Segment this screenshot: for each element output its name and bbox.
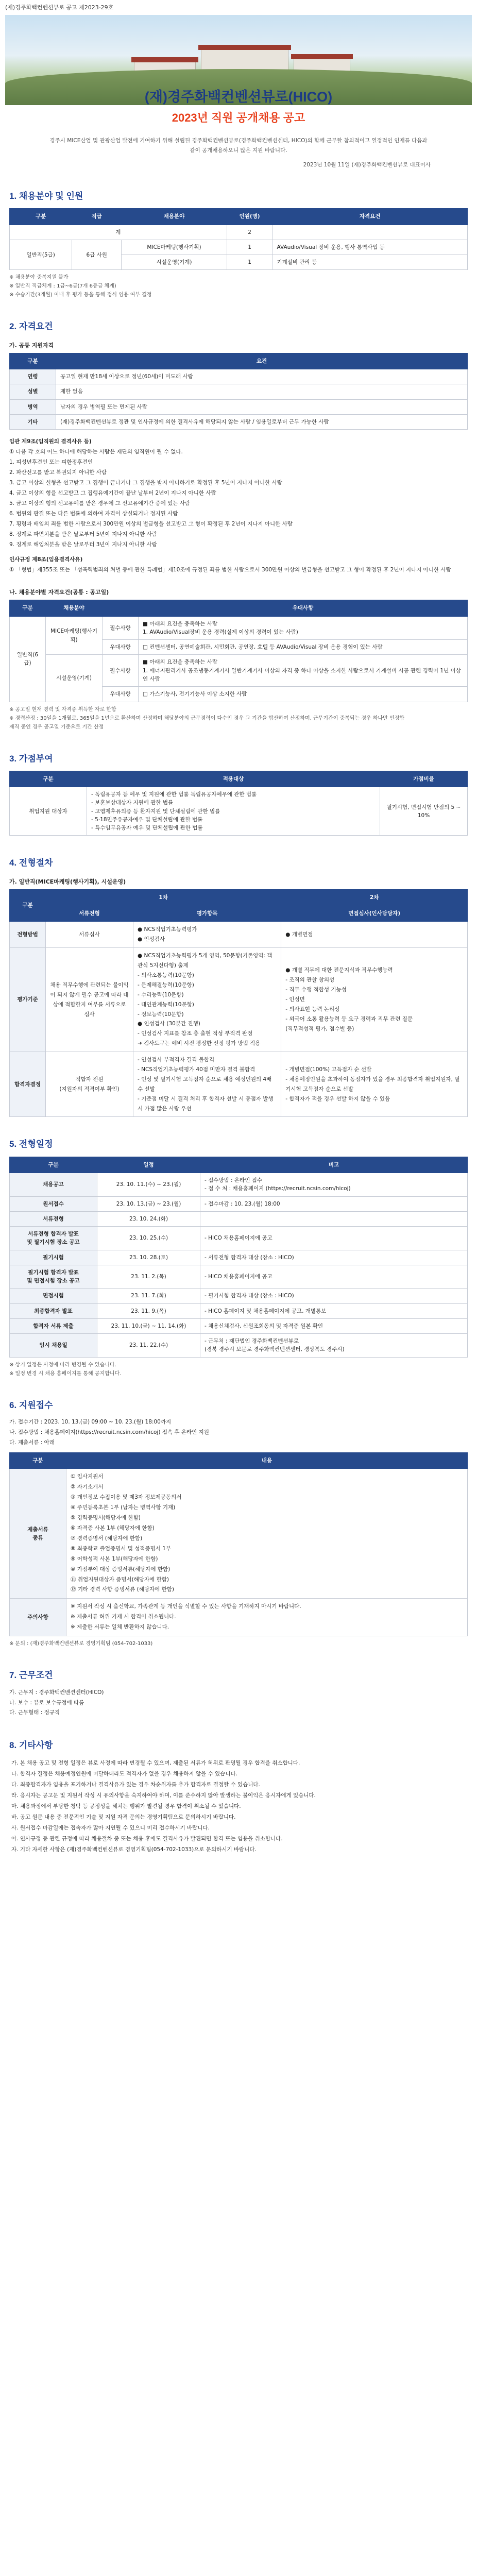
- misc-list: [9, 1758, 468, 1855]
- row-date: 23. 11. 9.(목): [97, 1303, 200, 1318]
- section-working-conditions: [9, 1669, 468, 1718]
- type-cell: 우대사항: [103, 687, 139, 702]
- table-row: [10, 225, 468, 240]
- row-key: 평가기준: [10, 948, 46, 1052]
- col-header: 직급: [72, 209, 122, 225]
- row-key: 주의사항: [10, 1599, 66, 1636]
- note-line: 재직 중인 경우 공고일 기준으로 기간 산정: [9, 724, 104, 730]
- disq-item: 7. 횡령과 배임의 죄를 범한 사람으로서 300만원 이상의 벌금형을 선고받고 그 형이 확정된 후 2년이 지나지 아니한 사람: [9, 520, 293, 527]
- row-date: 23. 11. 22.(수): [97, 1334, 200, 1358]
- section-title: 3. 가점부여: [9, 753, 53, 764]
- disq-item: 1. 피성년후견인 또는 피한정후견인: [9, 459, 93, 466]
- total-label: 계: [10, 225, 227, 240]
- note-line: ※ 일반직 직급체계 : 1급~6급(7개 6등급 체계): [9, 283, 116, 290]
- row-note: - 접수방법 : 온라인 접수 - 접 수 처 : 채용홈페이지 (https://recruit.ncsin.com/hicoj): [200, 1173, 468, 1197]
- disq-item: 9. 징계로 해임처분을 받은 날로부터 3년이 지나지 아니한 사람: [9, 541, 157, 548]
- row-date: 23. 10. 25.(수): [97, 1227, 200, 1250]
- col-header: 구분: [10, 209, 72, 225]
- row-note: - 필기시험 합격자 대상 (장소 : HICO): [200, 1289, 468, 1303]
- table-row: [10, 1173, 468, 1197]
- table-row: [10, 369, 468, 384]
- application-lines: [9, 1417, 468, 1448]
- table-row: [10, 1599, 468, 1636]
- schedule-table: [9, 1157, 468, 1358]
- row-key: 병역: [10, 399, 56, 414]
- text-cell: □ 컨벤션센터, 공연예술회관, 시민회관, 공연장, 호텔 등 AVAudio/Visual 장비 운용 경험이 있는 사람: [139, 640, 468, 655]
- list-item: 가. 본 채용 공고 및 전형 일정은 뷰로 사정에 따라 변경될 수 있으며, 제출된 서류가 허위로 판명될 경우 합격을 취소합니다.: [11, 1759, 300, 1766]
- target-item: - 고엽제후유의증 등 환자지원 및 단체설립에 관한 법률: [91, 808, 220, 815]
- targets-cell: [87, 787, 380, 836]
- row-value: 공고일 현재 만18세 이상으로 정년(60세)이 미도래 사람: [56, 369, 468, 384]
- cell: ● 개별 직무에 대한 전문지식과 직무수행능력 - 조직의 관찰 창의성 - 직무 수행 적합성 기능성 - 인성면 - 의사표현 능력 논리성 - 외국어 소통 활용능력 등 요구 경력과 직무 관련 질문 (직무적성적 평가, 점수별 등): [281, 948, 468, 1052]
- rule-text: ① 「형법」제355조 또는 「성폭력범죄의 처벌 등에 관한 특례법」제10조에 규정된 죄를 범한 사람으로서 300만원 이상의 벌금형을 선고받고 그 형이 확정된 후 2년이 지나지 아니한 사람: [9, 567, 451, 573]
- req-cell: 기계설비 관리 등: [272, 255, 468, 270]
- title-block: [0, 87, 477, 127]
- row-value: ① 입사지원서 ② 자기소개서 ③ 개인정보 수집이용 및 제3자 정보제공동의서 ④ 주민등록초본 1부 (남자는 병역사항 기재) ⑤ 경력증명서(해당자에 한함) ⑥ 자격증 사본 1부 (해당자에 한함) ⑦ 경력증명서 (해당자에 한함) ⑧ 최종학교 졸업증명서 및 성적증명서 1부 ⑨ 어학성적 사본 1부(해당자에 한함) ⑩ 가점부여 대상 증빙서류(해당자에 한함) ⑪ 취업지원대상자 증명서(해당자에 한함) ⑫ 기타 경력 사항 증빙서류 (해당자에 한함): [66, 1469, 468, 1599]
- cell: ● 개별면접: [281, 922, 468, 948]
- field-qual-table: [9, 600, 468, 702]
- col-header: 구분: [10, 1157, 97, 1173]
- line[interactable]: 나. 접수방법 : 채용홈페이지(https://recruit.ncsin.com/hicoj) 접속 후 온라인 지원: [9, 1429, 209, 1436]
- table-row: [10, 240, 468, 255]
- contact-note: ※ 문의 : (재)경주화백컨벤션뷰로 경영기획팀 (054-702-1033): [9, 1641, 153, 1647]
- row-key: 성별: [10, 384, 56, 399]
- row-key: 합격자 서류 제출: [10, 1318, 97, 1333]
- notice-number: (재)경주화백컨벤션뷰로 공고 제2023-29호: [5, 4, 114, 11]
- line: 다. 제출서류 : 아래: [9, 1439, 55, 1446]
- field-cell: MICE마케팅(행사기획): [122, 240, 227, 255]
- table-row: [10, 1469, 468, 1599]
- row-date: 23. 11. 7.(화): [97, 1289, 200, 1303]
- col-header: 2차: [281, 889, 468, 905]
- section-title: 2. 자격요건: [9, 321, 53, 332]
- org-title: (재)경주화백컨벤션뷰로(HICO): [144, 89, 333, 105]
- list-item: 라. 응시자는 공고문 및 지원서 작성 시 유의사항을 숙지하여야 하며, 이를 준수하지 않아 발생하는 불이익은 응시자에게 있습니다.: [11, 1792, 316, 1799]
- section-recruitment-field: [9, 190, 468, 299]
- table-row: [10, 399, 468, 414]
- text-cell: ■ 아래의 요건을 충족하는 사람 1. 에너지관리기사 공조냉동기계기사 일반기계기사 이상의 자격 중 하나 이상을 소지한 사람으로서 기계설비 시공 관련 경력이 1년 이상인 사람: [139, 655, 468, 687]
- disq-item: 4. 금고 이상의 형을 선고받고 그 집행유예기간이 끝난 날부터 2년이 지나지 아니한 사람: [9, 489, 216, 496]
- row-value: ※ 지원서 작성 시 출신학교, 가족관계 등 개인을 식별할 수 있는 사항을 기재하지 마시기 바랍니다. ※ 제출서류 허위 기재 시 합격이 취소됩니다. ※ 제출한 서류는 일체 반환하지 않습니다.: [66, 1599, 468, 1636]
- table-row: [10, 1265, 468, 1289]
- col-header: 가점비율: [380, 771, 468, 787]
- cell: - 개별면접(100%) 고득점자 순 선발 - 채용예정인원을 초과하여 동점자가 있을 경우 최종합격자 취업지원자, 필기시험 고득점자 순으로 선발 - 합격자가 적을 경우 선발 하지 않을 수 있음: [281, 1052, 468, 1117]
- type-cell: 우대사항: [103, 640, 139, 655]
- col-header: [103, 600, 139, 616]
- row-note: - 접수마감 : 10. 23.(월) 18:00: [200, 1196, 468, 1211]
- note-line: ※ 일정 변경 시 채용 홈페이지를 통해 공지합니다.: [9, 1370, 122, 1377]
- cell: - 인성검사 부적격자 결격 불합격 - NCS직업기초능력평가 40점 미만자 결격 불합격 - 인성 및 필기시험 고득점자 순으로 채용 예정인원의 4배수 선발 - 기준점 미달 시 결격 처리 후 합격자 선발 시 동점자 발생 시 가점 많은 사람 우선: [133, 1052, 281, 1117]
- type-cell: 필수사항: [103, 655, 139, 687]
- disq-item: 2. 파산선고를 받고 복권되지 아니한 사람: [9, 469, 107, 476]
- intro-text: 경주시 MICE산업 및 관광산업 발전에 기여하기 위해 설립된 경주화백컨벤션뷰로(경주화백컨벤션센터, HICO)의 함께 근무할 참의적이고 열정적인 인재를 다음과 같이 공개채용하오니 많은 지원 바랍니다.: [49, 137, 428, 154]
- bonus-table: [9, 771, 468, 836]
- type-cell: 필수사항: [103, 616, 139, 640]
- col-header: 구분: [10, 1452, 66, 1468]
- table-row: [10, 1318, 468, 1333]
- documents-table: [9, 1452, 468, 1636]
- row-key: 서류전형: [10, 1211, 97, 1226]
- section-title: 4. 전형절차: [9, 858, 53, 868]
- notes: [9, 705, 468, 732]
- line: 나. 보수 : 뷰로 보수규정에 따름: [9, 1699, 84, 1706]
- note-line: ※ 수습기간(3개월) 이내 후 평가 등을 통해 정식 임용 여부 결정: [9, 292, 152, 298]
- row-note: - HICO 채용홈페이지에 공고: [200, 1227, 468, 1250]
- row-date: 23. 10. 11.(수) ~ 23.(월): [97, 1173, 200, 1197]
- disq-title: 임관 제9조(임직원의 결격사유 등): [9, 438, 92, 445]
- row-value: (재)경주화백컨벤션뷰로 정관 및 인사규정에 의한 결격사유에 해당되지 않는 사람 / 임용일로부터 근무 가능한 사람: [56, 414, 468, 429]
- sub-title: 가. 일반직(MICE마케팅(행사기획), 시설운영): [9, 878, 126, 885]
- notes: [9, 1361, 468, 1378]
- line: 가. 근무지 : 경주화백컨벤션센터(HICO): [9, 1689, 104, 1696]
- col-header: 내용: [66, 1452, 468, 1468]
- main-title: 2023년 직원 공개채용 공고: [172, 111, 305, 124]
- row-key: 필기시험 합격자 발표 및 면접시험 장소 공고: [10, 1265, 97, 1289]
- col-header: 일정: [97, 1157, 200, 1173]
- list-item: 마. 채용과정에서 부당한 청탁 등 공정성을 해치는 행위가 발견될 경우 합격이 취소될 수 있습니다.: [11, 1803, 241, 1809]
- list-item: 자. 기타 자세한 사항은 (재)경주화백컨벤션뷰로 경영기획팀(054-702-1033)으로 문의하시기 바랍니다.: [11, 1846, 257, 1853]
- rank-cell: 6급 사원: [72, 240, 122, 270]
- section-title: 7. 근무조건: [9, 1670, 53, 1681]
- total-count: 2: [227, 225, 272, 240]
- table-row: [10, 1250, 468, 1265]
- table-row: [10, 787, 468, 836]
- row-key: 제출서류 종류: [10, 1469, 66, 1599]
- group-cell: 일반직(6급): [10, 616, 46, 702]
- sub-title: 나. 채용분야별 자격요건(공통 : 공고일): [9, 589, 109, 596]
- row-key: 최종합격자 발표: [10, 1303, 97, 1318]
- recruitment-table: [9, 208, 468, 270]
- col-header: 1차: [46, 889, 281, 905]
- row-date: 23. 10. 13.(금) ~ 23.(월): [97, 1196, 200, 1211]
- row-key: 채용공고: [10, 1173, 97, 1197]
- cell: ● NCS직업기초능력평가 ● 인성검사: [133, 922, 281, 948]
- row-value: 남자의 경우 병역필 또는 면제된 사람: [56, 399, 468, 414]
- cell: 적합자 전원 (지원자의 적격여부 확인): [46, 1052, 133, 1117]
- row-note: [200, 1211, 468, 1226]
- col-header: 채용분야: [122, 209, 227, 225]
- row-key: 전형방법: [10, 922, 46, 948]
- section-misc: [9, 1739, 468, 1855]
- col-header: 우대사항: [139, 600, 468, 616]
- col-header: 구분: [10, 889, 46, 922]
- disq-item: ① 다음 각 호의 어느 하나에 해당하는 사람은 재단의 임직원이 될 수 없다.: [9, 449, 183, 455]
- row-date: 23. 10. 24.(화): [97, 1211, 200, 1226]
- col-header: 구분: [10, 600, 46, 616]
- note-line: ※ 공고일 현재 경력 및 자격증 취득한 자로 한함: [9, 706, 116, 713]
- list-item: 바. 공고 원문 내용 중 전문적인 기술 및 지원 자격 문의는 경영기획팀으로 문의하시기 바랍니다.: [11, 1814, 236, 1820]
- count-cell: 1: [227, 255, 272, 270]
- group-cell: 일반직(5급): [10, 240, 72, 270]
- row-key: 서류전형 합격자 발표 및 필기시험 장소 공고: [10, 1227, 97, 1250]
- field-cell: 시설운영(기계): [122, 255, 227, 270]
- table-row: [10, 922, 468, 948]
- disq-item: 3. 금고 이상의 실형을 선고받고 그 집행이 끝나거나 그 집행을 받지 아니하기로 확정된 후 5년이 지나지 아니한 사람: [9, 479, 282, 486]
- target-item: - 5·18민주유공자예우 및 단체설립에 관한 법률: [91, 816, 203, 823]
- list-item: 나. 합격자 결정은 채용예정인원에 미달하더라도 적격자가 없을 경우 채용하지 않을 수 있습니다.: [11, 1770, 237, 1777]
- table-row: [10, 655, 468, 687]
- section-title: 8. 기타사항: [9, 1740, 53, 1751]
- note-line: ※ 경력산정 : 30일을 1개월로, 365일을 1년으로 환산하며 산정하며 해당분야의 근무경력이 다수인 경우 그 기간을 합산하여 산정하며, 근무기간이 중복되는 경우 하나만 인정함: [9, 715, 404, 721]
- note-line: ※ 상기 일정은 사정에 따라 변경될 수 있습니다.: [9, 1362, 116, 1368]
- section-bonus-points: [9, 752, 468, 836]
- row-note: - 서류전형 합격자 대상 (장소 : HICO): [200, 1250, 468, 1265]
- rule-title: 인사규정 제8조(임용결격사유): [9, 556, 83, 563]
- section-title: 5. 전형일정: [9, 1139, 53, 1149]
- sub-title: 가. 공통 지원자격: [9, 342, 54, 349]
- row-key: 연령: [10, 369, 56, 384]
- target-item: - 특수임무유공자 예우 및 단체설립에 관한 법률: [91, 825, 203, 832]
- table-row: [10, 384, 468, 399]
- conditions-lines: [9, 1688, 468, 1719]
- list-item: 아. 인사규정 등 관련 규정에 따라 채용절차 중 또는 채용 후에도 결격사유가 발견되면 합격 또는 임용을 취소합니다.: [11, 1835, 283, 1842]
- row-key: 합격자결정: [10, 1052, 46, 1117]
- notes: [9, 273, 468, 299]
- row-key: 면접시험: [10, 1289, 97, 1303]
- req-cell: AVAudio/Visual 장비 운용, 행사 통역사업 등: [272, 240, 468, 255]
- col-header: 비고: [200, 1157, 468, 1173]
- target-item: - 보훈보상대상자 지원에 관한 법률: [91, 800, 174, 806]
- common-qual-table: [9, 353, 468, 430]
- disq-item: 5. 금고 이상의 형의 선고유예를 받은 경우에 그 선고유예기간 중에 있는 사람: [9, 500, 191, 506]
- row-note: - HICO 채용홈페이지에 공고: [200, 1265, 468, 1289]
- row-note: - HICO 홈페이지 및 채용홈페이지에 공고, 개별통보: [200, 1303, 468, 1318]
- row-key: 필기시험: [10, 1250, 97, 1265]
- row-note: - 근무처 : 재단법인 경주화백컨벤션뷰로 (경북 경주시 보문로 경주화백컨벤션센터, 경상북도 경주시): [200, 1334, 468, 1358]
- line: 가. 접수기간 : 2023. 10. 13.(금) 09:00 ~ 10. 23.(월) 18:00까지: [9, 1419, 172, 1426]
- row-key: 기타: [10, 414, 56, 429]
- disq-item: 8. 징계로 파면처분을 받은 날로부터 5년이 지나지 아니한 사람: [9, 531, 157, 537]
- field-cell: 시설운영(기계): [46, 655, 103, 702]
- row-date: 23. 11. 2.(목): [97, 1265, 200, 1289]
- target-item: - 독립유공자 등 예우 및 지원에 관한 법률 독립유공자예우에 관한 법률: [91, 791, 257, 798]
- col-header: 구분: [10, 771, 87, 787]
- section-selection-process: [9, 856, 468, 1117]
- table-row: [10, 1334, 468, 1358]
- col-header: 면접심사(인사담당자): [281, 906, 468, 922]
- section-application: [9, 1399, 468, 1648]
- row-date: 23. 11. 10.(금) ~ 11. 14.(화): [97, 1318, 200, 1333]
- disqualification-box: [9, 437, 468, 575]
- table-row: [10, 1052, 468, 1117]
- row-key: 임시 채용일: [10, 1334, 97, 1358]
- table-row: [10, 616, 468, 640]
- cell: ● NCS직업기초능력평가 5개 영역, 50문항(기존영역: 객관식 5지선다형) 출제 - 의사소통능력(10문항) - 문제해결능력(10문항) - 수리능력(10문항) - 대인관계능력(10문항) - 정보능력(10문항) ● 인성검사 (30분간 진행) - 인성검사 지표를 참조 총 출현 적성 부적격 판정 ➜ 검사도구는 예비 시전 평정한 선정 평가 방법 적용: [133, 948, 281, 1052]
- process-table: [9, 889, 468, 1117]
- section-schedule: [9, 1138, 468, 1378]
- col-header: 인원(명): [227, 209, 272, 225]
- note-line: ※ 채용분야 중복지원 불가: [9, 275, 69, 281]
- disq-item: 6. 법원의 판결 또는 다른 법률에 의하여 자격이 상실되거나 정지된 사람: [9, 510, 178, 517]
- table-row: [10, 948, 468, 1052]
- rate-cell: 필기시험, 면접시험 만점의 5 ~ 10%: [380, 787, 468, 836]
- row-note: - 채용신체검사, 신원조회동의 및 자격증 원본 확인: [200, 1318, 468, 1333]
- table-row: [10, 414, 468, 429]
- section-title: 6. 지원접수: [9, 1400, 53, 1410]
- cell: 채용 직무수행에 관련되는 불이익이 되지 않게 필수 공고에 따라 대상에 적합한지 여부를 서류으로 심사: [46, 948, 133, 1052]
- table-row: [10, 1211, 468, 1226]
- cell: 서류심사: [46, 922, 133, 948]
- list-item: 다. 최종합격자가 임용을 포기하거나 결격사유가 있는 경우 차순위자를 추가 합격자로 결정할 수 있습니다.: [11, 1781, 260, 1788]
- col-header: 평가항목: [133, 906, 281, 922]
- table-row: [10, 1227, 468, 1250]
- row-key: 원서접수: [10, 1196, 97, 1211]
- text-cell: □ 가스기능사, 전기기능사 이상 소지한 사람: [139, 687, 468, 702]
- table-row: [10, 1289, 468, 1303]
- line: 다. 근무형태 : 정규직: [9, 1709, 60, 1716]
- col-header: 요건: [56, 353, 468, 369]
- section-qualifications: [9, 320, 468, 731]
- text-cell: ■ 아래의 요건을 충족하는 사람 1. AVAudio/Visual장비 운용 경력(실제 이상의 경력이 있는 사람): [139, 616, 468, 640]
- count-cell: 1: [227, 240, 272, 255]
- field-cell: MICE마케팅(행사기획): [46, 616, 103, 655]
- row-key: 취업지원 대상자: [10, 787, 87, 836]
- row-date: 23. 10. 28.(토): [97, 1250, 200, 1265]
- col-header: 구분: [10, 353, 56, 369]
- col-header: 서류전형: [46, 906, 133, 922]
- section-title: 1. 채용분야 및 인원: [9, 191, 83, 201]
- table-row: [10, 1196, 468, 1211]
- table-row: [10, 1303, 468, 1318]
- col-header: 적용대상: [87, 771, 380, 787]
- row-value: 제한 없음: [56, 384, 468, 399]
- col-header: 자격요건: [272, 209, 468, 225]
- list-item: 사. 원서접수 마감일에는 접속자가 많아 지연될 수 있으니 미리 접수하시기 바랍니다.: [11, 1824, 210, 1831]
- col-header: 채용분야: [46, 600, 103, 616]
- announce-date: 2023년 10월 11일 (재)경주화백컨벤션뷰로 대표이사: [303, 161, 431, 168]
